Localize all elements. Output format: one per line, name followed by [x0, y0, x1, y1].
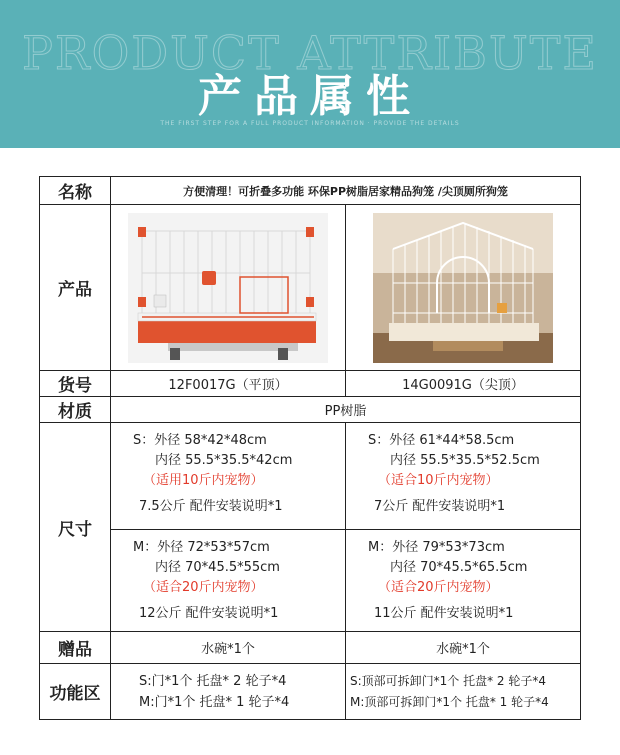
product-name: 方便清理！可折叠多功能 环保PP树脂居家精品狗笼 /尖顶厕所狗笼: [111, 177, 581, 205]
row-label-gift: 赠品: [40, 632, 111, 664]
code-flat: 12F0017G（平顶）: [111, 371, 346, 397]
function-flat: [111, 664, 346, 720]
row-label-size: 尺寸: [40, 423, 111, 632]
row-size-m: [40, 530, 581, 632]
row-label-product: 产品: [40, 205, 111, 371]
size-outer: S：外径 61*44*58.5cm: [368, 433, 515, 448]
spec-table: [39, 176, 581, 720]
size-flat-s: [111, 423, 346, 530]
flat-top-cage-image: [128, 213, 328, 363]
row-size-s: [40, 423, 581, 530]
peaked-top-cage-image: [373, 213, 553, 363]
function-line-m: M:顶部可拆卸门*1个 托盘* 1 轮子*4: [350, 694, 549, 709]
size-weight: 7公斤 配件安装说明*1: [374, 499, 506, 514]
size-note: （适合20斤内宠物）: [378, 580, 499, 595]
row-material: [40, 397, 581, 423]
size-peaked-s: [346, 423, 581, 530]
size-inner: 内径 70*45.5*65.5cm: [390, 560, 528, 575]
banner-subtitle: THE FIRST STEP FOR A FULL PRODUCT INFORMATION · PROVIDE THE DETAILS: [160, 120, 460, 127]
row-gift: [40, 632, 581, 664]
banner-title: 产品属性: [198, 71, 422, 122]
size-weight: 12公斤 配件安装说明*1: [139, 606, 279, 621]
function-peaked: [346, 664, 581, 720]
header-banner: [0, 0, 620, 148]
row-product: [40, 205, 581, 371]
function-line-s: S:门*1个 托盘* 2 轮子*4: [139, 673, 287, 689]
row-label-code: 货号: [40, 371, 111, 397]
material-value: PP树脂: [111, 397, 581, 423]
size-note: （适用10斤内宠物）: [143, 473, 264, 488]
size-inner: 内径 55.5*35.5*42cm: [155, 453, 293, 468]
row-function: [40, 664, 581, 720]
product-image-peaked: [346, 205, 581, 371]
row-label-name: 名称: [40, 177, 111, 205]
size-outer: M：外径 72*53*57cm: [133, 540, 270, 555]
function-line-m: M:门*1个 托盘* 1 轮子*4: [139, 694, 290, 710]
size-inner: 内径 55.5*35.5*52.5cm: [390, 453, 540, 468]
row-label-function: 功能区: [40, 664, 111, 720]
size-note: （适合10斤内宠物）: [378, 473, 499, 488]
size-note: （适合20斤内宠物）: [143, 580, 264, 595]
gift-peaked: 水碗*1个: [346, 632, 581, 664]
code-peaked: 14G0091G（尖顶）: [346, 371, 581, 397]
gift-flat: 水碗*1个: [111, 632, 346, 664]
size-outer: M：外径 79*53*73cm: [368, 540, 505, 555]
function-line-s: S:顶部可拆卸门*1个 托盘* 2 轮子*4: [350, 673, 547, 688]
size-outer: S：外径 58*42*48cm: [133, 433, 267, 448]
size-inner: 内径 70*45.5*55cm: [155, 560, 280, 575]
row-name: [40, 177, 581, 205]
size-flat-m: [111, 530, 346, 632]
size-weight: 7.5公斤 配件安装说明*1: [139, 499, 283, 514]
size-peaked-m: [346, 530, 581, 632]
row-code: [40, 371, 581, 397]
size-weight: 11公斤 配件安装说明*1: [374, 606, 514, 621]
banner-english-title: PRODUCT ATTRIBUTE: [21, 26, 598, 80]
product-image-flat: [111, 205, 346, 371]
row-label-material: 材质: [40, 397, 111, 423]
